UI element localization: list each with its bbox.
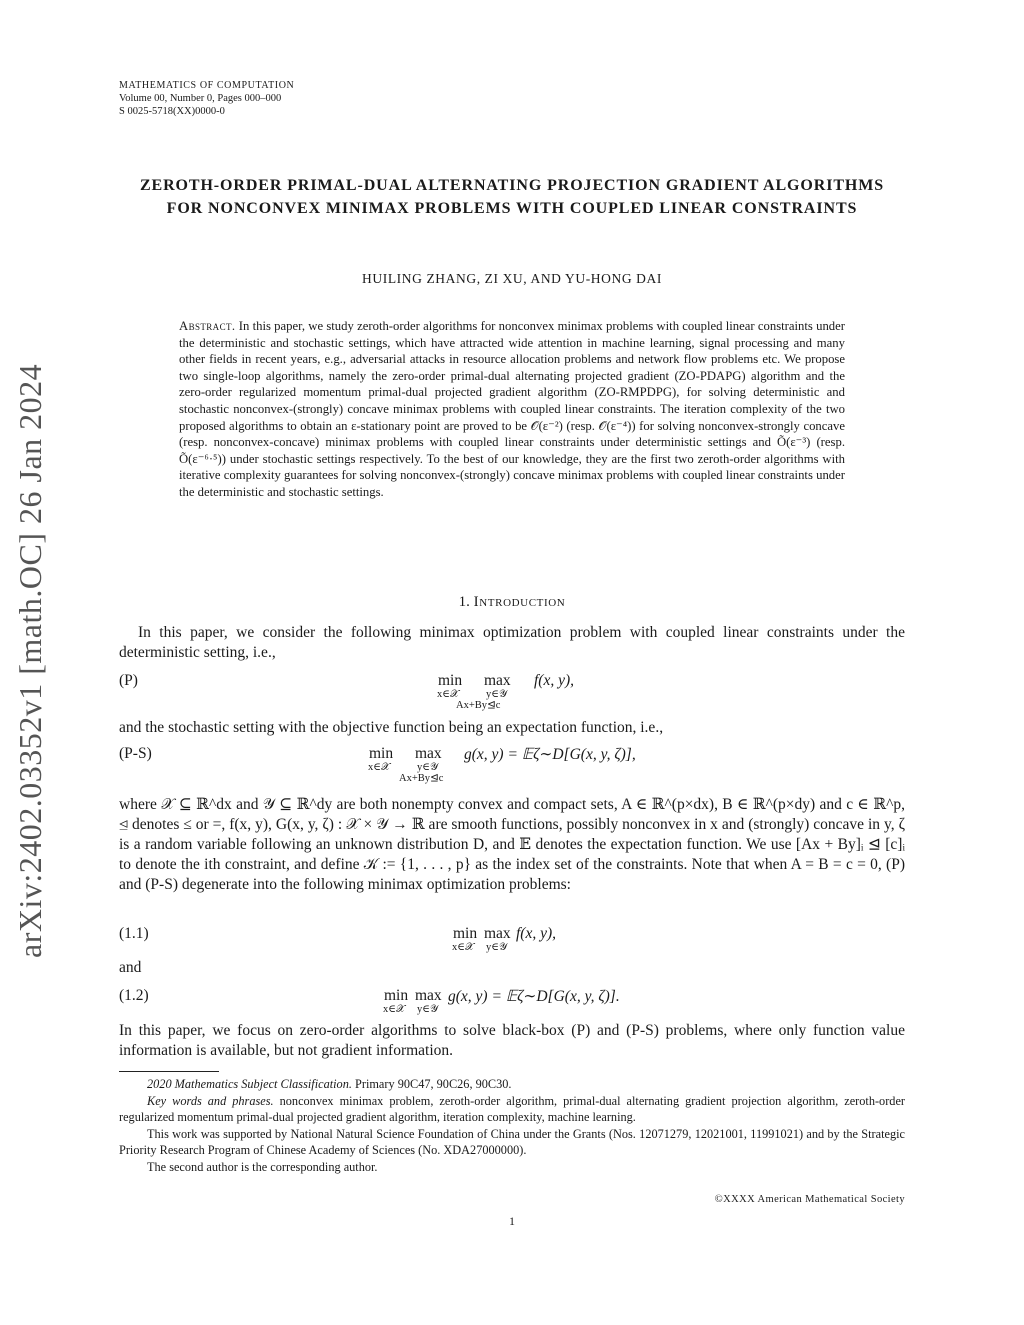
eq-p-expr: f(x, y), — [534, 672, 575, 689]
eq-ps-max: max — [415, 745, 442, 762]
eq-ps-min-sub: x∈𝒳 — [368, 762, 391, 773]
equation-1-1 — [452, 925, 592, 957]
eq-12-max-sub: y∈𝒴 — [417, 1004, 439, 1015]
abstract-label: Abstract. — [179, 319, 236, 333]
paper-title: ZEROTH-ORDER PRIMAL-DUAL ALTERNATING PROJECTION GRADIENT ALGORITHMS FOR NONCONVEX MINIMAX PROBLEMS WITH COUPLED LINEAR CONSTRAINTS — [139, 177, 885, 217]
footnote-msc-label: 2020 Mathematics Subject Classification. — [147, 1077, 352, 1091]
equation-p — [437, 672, 597, 712]
section-number: 1. — [458, 594, 470, 610]
equation-label-1-1: (1.1) — [119, 925, 149, 942]
and-text: and — [119, 959, 142, 976]
journal-header — [119, 79, 294, 118]
equation-label-ps: (P-S) — [119, 745, 152, 762]
footnote-corresponding: The second author is the corresponding author. — [147, 1159, 378, 1174]
eq-p-min: min — [438, 672, 463, 689]
abstract — [179, 318, 845, 501]
footnote-msc — [119, 1076, 905, 1093]
page-number: 1 — [509, 1214, 515, 1228]
eq-p-max-sub2: Ax+By⊴c — [456, 700, 501, 711]
eq-11-expr: f(x, y), — [516, 925, 557, 942]
eq-ps-min: min — [369, 745, 394, 762]
footnote-keywords — [119, 1093, 905, 1126]
footnote-kw-text: nonconvex minimax problem, zeroth-order algorithm, primal-dual alternating gradient projection algorithm, zeroth-order regularized momentum primal-dual projected gradient algorithm, iteration complexity, machine learning. — [119, 1093, 906, 1125]
intro-paragraph-last: In this paper, we focus on zero-order algorithms to solve black-box (P) and (P-S) problems, where only function value information is available, but not gradient information. — [119, 1022, 905, 1059]
eq-12-expr: g(x, y) = 𝔼ζ∼D[G(x, y, ζ)]. — [448, 988, 620, 1005]
arxiv-stamp[interactable]: arXiv:2402.03352v1 [math.OC] 26 Jan 2024 — [12, 363, 48, 958]
paper-authors: HUILING ZHANG, ZI XU, AND YU-HONG DAI — [362, 271, 662, 286]
eq-11-max: max — [484, 925, 511, 942]
intro-paragraph-1: In this paper, we consider the following minimax optimization problem with coupled linear constraints under the deterministic setting, i.e., — [119, 624, 905, 661]
copyright-notice: ©XXXX American Mathematical Society — [714, 1194, 905, 1205]
equation-label-1-2: (1.2) — [119, 987, 149, 1004]
footnotes — [119, 1076, 905, 1176]
eq-12-min: min — [384, 987, 409, 1004]
equation-1-2 — [383, 987, 663, 1019]
eq-12-min-sub: x∈𝒳 — [383, 1004, 406, 1015]
equation-label-p: (P) — [119, 672, 138, 689]
section-heading — [120, 594, 904, 611]
section-title: Introduction — [473, 594, 566, 610]
eq-p-max-sub1: y∈𝒴 — [486, 689, 508, 700]
eq-11-min: min — [453, 925, 478, 942]
journal-name: MATHEMATICS OF COMPUTATION — [119, 80, 295, 91]
eq-ps-max-sub1: y∈𝒴 — [417, 762, 439, 773]
abstract-text: In this paper, we study zeroth-order algorithms for nonconvex minimax problems with coupled linear constraints under the deterministic and stochastic settings, which have attracted wide attention in machine learning, signal processing and many other fields in recent years, e.g., adversarial attacks in resource allocation problems and network flow problems etc. We propose two single-loop algorithms, namely the zero-order primal-dual alternating projected gradient (ZO-PDAPG) algorithm and the zero-order regularized momentum primal-dual projected gradient algorithm (ZO-RMPDPG), for solving deterministic and stochastic nonconvex-(strongly) concave minimax problems with coupled linear constraints. The iteration complexity of the two proposed algorithms to obtain an ε-stationary point are proved to be 𝒪(ε⁻²) (resp. 𝒪(ε⁻⁴)) for solving nonconvex-strongly concave (resp. nonconvex-concave) minimax problems with coupled linear constraints under deterministic settings and Õ(ε⁻³) (resp. Õ(ε⁻⁶·⁵)) under stochastic settings respectively. To the best of our knowledge, they are the first two zeroth-order algorithms with iterative complexity guarantees for solving nonconvex-(strongly) concave minimax problems with coupled linear constraints under the deterministic and stochastic settings. — [179, 319, 846, 499]
equation-ps — [368, 745, 668, 785]
footnote-kw-label: Key words and phrases. — [147, 1093, 274, 1108]
journal-issn: S 0025-5718(XX)0000-0 — [119, 106, 225, 117]
footnote-rule — [119, 1071, 219, 1072]
eq-11-min-sub: x∈𝒳 — [452, 942, 475, 953]
journal-volume: Volume 00, Number 0, Pages 000–000 — [119, 93, 282, 104]
eq-p-min-sub: x∈𝒳 — [437, 689, 460, 700]
eq-ps-expr: g(x, y) = 𝔼ζ∼D[G(x, y, ζ)], — [464, 746, 636, 763]
intro-paragraph-2: and the stochastic setting with the objective function being an expectation function, i.e., — [119, 719, 664, 736]
where-paragraph: where 𝒳 ⊆ ℝ^dx and 𝒴 ⊆ ℝ^dy are both nonempty convex and compact sets, A ∈ ℝ^(p×dx), B ∈ ℝ^(p×dy) and c ∈ ℝ^p, ⊴ denotes ≤ or =, f(x, y), G(x, y, ζ) : 𝒳 × 𝒴 → ℝ are smooth functions, possibly nonconvex in x and (strongly) concave in y, ζ is a random variable following an unknown distribution D, and 𝔼 denotes the expectation function. We use [Ax + By]ᵢ ⊴ [c]ᵢ to denote the ith constraint, and define 𝒦 := {1, . . . , p} as the index set of the constraints. Note that when A = B = c = 0, (P) and (P-S) degenerate into the following minimax optimization problems: — [119, 796, 905, 893]
eq-ps-max-sub2: Ax+By⊴c — [399, 773, 444, 784]
footnote-msc-text: Primary 90C47, 90C26, 90C30. — [355, 1077, 512, 1091]
eq-11-max-sub: y∈𝒴 — [486, 942, 508, 953]
footnote-funding: This work was supported by National Natural Science Foundation of China under the Grants (Nos. 12071279, 12021001, 11991021) and by the Strategic Priority Research Program of Chinese Academy of Sciences (No. XDA27000000). — [119, 1126, 905, 1158]
eq-12-max: max — [415, 987, 442, 1004]
eq-p-max: max — [484, 672, 511, 689]
